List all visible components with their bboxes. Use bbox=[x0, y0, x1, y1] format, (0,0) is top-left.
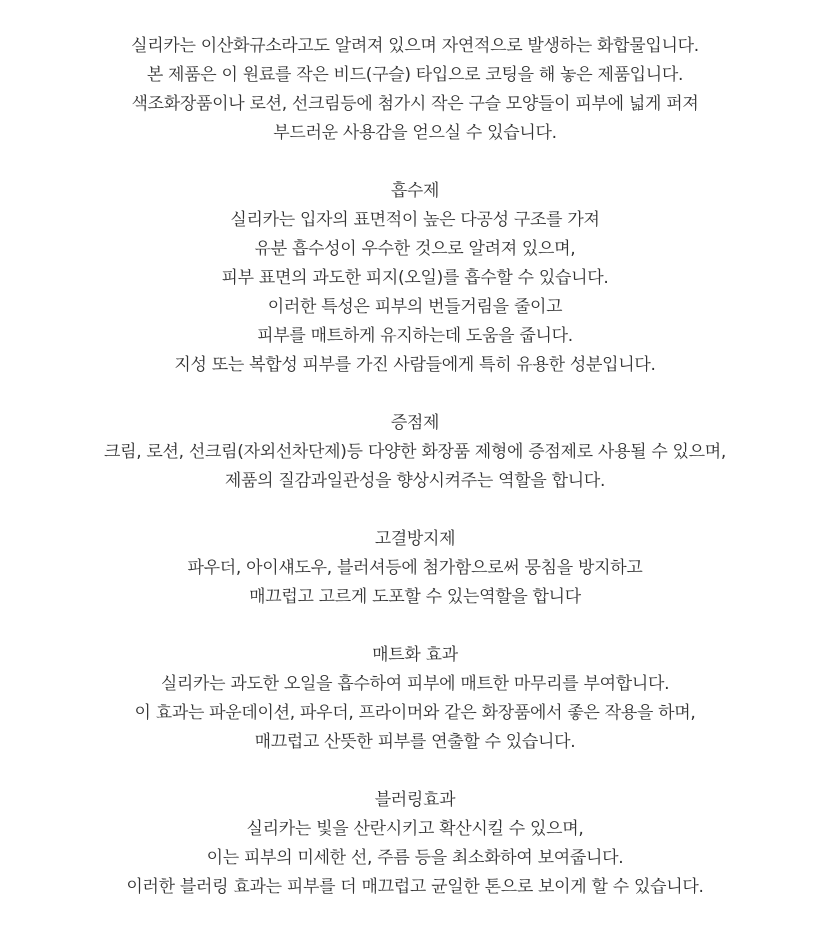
text-line: 피부를 매트하게 유지하는데 도움을 줍니다. bbox=[257, 326, 573, 346]
text-line: 이러한 블러링 효과는 피부를 더 매끄럽고 균일한 톤으로 보이게 할 수 있습니다. bbox=[126, 877, 704, 897]
section-spacer bbox=[0, 612, 830, 641]
section-spacer bbox=[0, 148, 830, 177]
text-line: 실리카는 입자의 표면적이 높은 다공성 구조를 가져 bbox=[230, 210, 600, 230]
text-line: 지성 또는 복합성 피부를 가진 사람들에게 특히 유용한 성분입니다. bbox=[174, 355, 656, 375]
intro-paragraph bbox=[0, 32, 830, 148]
text-line: 이러한 특성은 피부의 번들거림을 줄이고 bbox=[267, 297, 563, 317]
text-line: 매끄럽고 고르게 도포할 수 있는역할을 합니다 bbox=[249, 587, 581, 607]
text-line: 색조화장품이나 로션, 선크림등에 첨가시 작은 구슬 모양들이 피부에 넓게 퍼져 bbox=[131, 94, 699, 114]
section-title: 흡수제 bbox=[390, 181, 440, 201]
section-matte-effect bbox=[0, 641, 830, 757]
section-title: 매트화 효과 bbox=[372, 645, 458, 665]
text-line: 이 효과는 파운데이션, 파우더, 프라이머와 같은 화장품에서 좋은 작용을 하며, bbox=[134, 703, 696, 723]
text-line: 실리카는 빛을 산란시키고 확산시킬 수 있으며, bbox=[246, 819, 584, 839]
text-line: 실리카는 이산화규소라고도 알려져 있으며 자연적으로 발생하는 화합물입니다. bbox=[131, 36, 699, 56]
section-absorbent bbox=[0, 177, 830, 380]
text-line: 실리카는 과도한 오일을 흡수하여 피부에 매트한 마무리를 부여합니다. bbox=[160, 674, 670, 694]
section-spacer bbox=[0, 496, 830, 525]
text-line: 제품의 질감과일관성을 향상시켜주는 역할을 합니다. bbox=[224, 471, 606, 491]
text-line: 크림, 로션, 선크림(자외선차단제)등 다양한 화장품 제형에 증점제로 사용될 수 있으며, bbox=[103, 442, 727, 462]
section-spacer bbox=[0, 380, 830, 409]
section-thickener bbox=[0, 409, 830, 496]
text-line: 유분 흡수성이 우수한 것으로 알려져 있으며, bbox=[254, 239, 576, 259]
text-line: 파우더, 아이섀도우, 블러셔등에 첨가함으로써 뭉침을 방지하고 bbox=[187, 558, 643, 578]
text-line: 본 제품은 이 원료를 작은 비드(구슬) 타입으로 코팅을 해 놓은 제품입니다. bbox=[146, 65, 684, 85]
text-line: 부드러운 사용감을 얻으실 수 있습니다. bbox=[273, 123, 557, 143]
section-anticaking bbox=[0, 525, 830, 612]
section-title: 고결방지제 bbox=[374, 529, 456, 549]
section-blurring-effect bbox=[0, 786, 830, 902]
text-line: 이는 피부의 미세한 선, 주름 등을 최소화하여 보여줍니다. bbox=[206, 848, 624, 868]
section-title: 블러링효과 bbox=[374, 790, 456, 810]
section-title: 증점제 bbox=[390, 413, 440, 433]
text-line: 피부 표면의 과도한 피지(오일)를 흡수할 수 있습니다. bbox=[221, 268, 609, 288]
section-spacer bbox=[0, 757, 830, 786]
text-line: 매끄럽고 산뜻한 피부를 연출할 수 있습니다. bbox=[254, 732, 576, 752]
